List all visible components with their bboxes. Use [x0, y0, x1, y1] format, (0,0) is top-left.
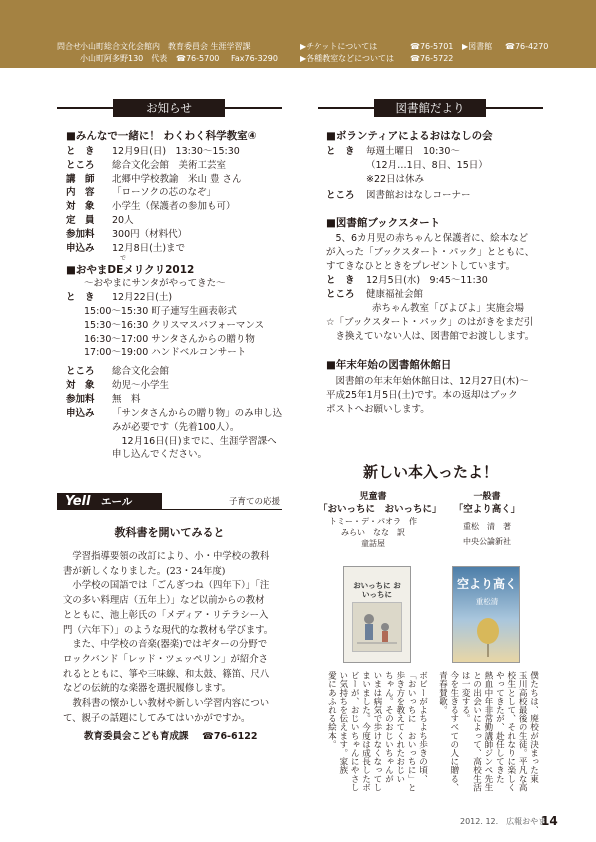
- yell-logo-sub: エール: [101, 496, 133, 508]
- children-book-cover: [343, 566, 411, 663]
- bookstart-date-label: と き: [326, 275, 355, 286]
- storytime-heading: ■ボランティアによるおはなしの会: [326, 130, 493, 142]
- general-review-column: 熱血中年非常勤講師ジンぺ先生: [482, 671, 493, 792]
- storytime-date-line: 毎週土曜日 10:30〜: [366, 146, 460, 157]
- bookstart-note-line: き換えていない人は、図書館でお渡しします。: [326, 331, 535, 342]
- holiday-heading: ■年末年始の図書館休館日: [326, 359, 452, 371]
- yell-footer-label: 教育委員会こども育成課: [84, 731, 189, 742]
- yell-article-line: 門（六年下）」のような現代的な教材も学びます。: [63, 624, 274, 636]
- contact-header: [0, 0, 596, 68]
- balloon-icon: [471, 617, 505, 657]
- children-review-column: 「おいっちに おいっちに」と: [406, 671, 417, 792]
- new-books-title: 新しい本入ったよ！: [362, 463, 498, 481]
- xmas-date-value: 12月22日(土): [112, 292, 173, 303]
- xmas-row-label: ところ: [66, 366, 95, 377]
- xmas-subheading: 〜おやまにサンタがやってきた〜: [84, 278, 226, 289]
- children-publisher: 童話屋: [361, 539, 385, 548]
- library-phone: ☎76-4270: [505, 42, 549, 51]
- children-review-column: 歩き方を教えてくれたおじい: [394, 671, 405, 783]
- general-book-title: 「空より高く」: [453, 504, 521, 515]
- bookstart-place-label: ところ: [326, 289, 355, 300]
- events-label: ▶各種教室などについては: [300, 54, 394, 63]
- xmas-row-label: 対 象: [66, 380, 95, 391]
- yell-logo-box: [57, 493, 162, 510]
- xmas-apply-line: みが必要です（先着100人）。: [112, 421, 240, 433]
- yell-article-line: て、親子の話題にしてみてはいかがですか。: [63, 712, 251, 724]
- xmas-schedule-item: 16:30〜17:00 サンタさんからの贈り物: [84, 333, 255, 345]
- contact-address: 小山町阿多野130 代表: [80, 54, 168, 63]
- yell-footer-phone: ☎76-6122: [202, 731, 258, 742]
- xmas-row-label: 参加料: [66, 394, 95, 405]
- science-row-label: ところ: [66, 159, 95, 171]
- xmas-apply-line: 「サンタさんからの贈り物」のみ申し込: [112, 408, 283, 419]
- contact-name: 小山町総合文化会館内 教育委員会 生涯学習課: [80, 42, 251, 51]
- general-review-column: やってきたが、赴任してきた: [494, 671, 505, 783]
- bookstart-date-value: 12月5日(水) 9:45〜11:30: [366, 275, 488, 286]
- ticket-label: ▶チケットについては: [300, 42, 378, 51]
- children-cover-title: おいっちに おいっちに: [353, 581, 401, 599]
- bookstart-heading: ■図書館ブックスタート: [326, 217, 441, 229]
- xmas-schedule-item: 15:30〜16:30 クリスマスパフォーマンス: [84, 319, 265, 331]
- children-review-column: ビーが、おじいちゃんにやさし: [349, 671, 360, 792]
- science-row-value: 小学生（保護者の参加も可）: [112, 201, 236, 213]
- bookstart-note-line: ☆「ブックスタート・パック」のはがきをまだ引: [326, 317, 534, 328]
- xmas-heading: ■おやまDEメリクリ2012: [66, 264, 195, 276]
- yell-article-line: 小学校の国語では「ごんぎつね（四年下）」「注: [63, 580, 270, 592]
- notice-title: お知らせ: [113, 99, 225, 117]
- children-review-column: 愛にあふれる絵本。: [326, 671, 337, 749]
- children-translator: みらい なな 訳: [341, 528, 405, 537]
- children-review-column: ちゃん。そのおじいちゃんが: [383, 671, 394, 783]
- page-number: 14: [541, 814, 558, 828]
- children-category: 児童書: [359, 492, 387, 502]
- science-row-value: 北郷中学校教諭 米山 豊 さん: [112, 173, 242, 185]
- bookstart-intro-line: すてきなひとときをプレゼントしています。: [326, 261, 516, 272]
- children-review-column: まいました。今度は成長したボ: [360, 671, 371, 792]
- storytime-date-line: （12月…1日、8日、15日）: [366, 160, 488, 171]
- issue-label: 2012. 12. 広報おやま: [460, 817, 547, 826]
- yell-tag: 子育ての応援: [228, 497, 280, 507]
- general-review-column: 今を生きるすべての人に贈る、: [448, 671, 459, 792]
- library-title: 図書館だより: [374, 99, 486, 117]
- general-author: 重松 清 著: [463, 522, 511, 531]
- yell-article-line: などの伝統的な楽器を選択履修します。: [63, 683, 232, 695]
- contact-label: 問合せ: [57, 42, 81, 51]
- general-publisher: 中央公論新社: [463, 537, 511, 546]
- yell-logo: Yell: [65, 494, 91, 509]
- xmas-date-label: と き: [66, 292, 95, 303]
- general-book-info: [432, 492, 542, 547]
- children-cover-illustration: [352, 602, 402, 652]
- bookstart-intro-line: 5、6カ月児の赤ちゃんと保護者に、絵本など: [326, 233, 529, 244]
- general-book-cover: [452, 566, 520, 663]
- contact-fax: Fax76-3290: [231, 54, 278, 63]
- storytime-date-line: ※22日は休み: [366, 174, 425, 185]
- general-review-column: との出会いによって、高校生活: [471, 671, 482, 792]
- general-cover-author: 重松清: [475, 597, 499, 606]
- xmas-apply-line: 申し込んでください。: [112, 449, 208, 461]
- science-row-label: 参加料: [66, 228, 95, 240]
- yell-article-line: また、中学校の音楽(器楽)ではギターの分野で: [63, 639, 268, 651]
- children-book-info: [318, 492, 442, 549]
- children-review-column: ボビーがよちよち歩きの頃、: [417, 671, 428, 783]
- general-cover-title: 空より高く: [456, 577, 517, 591]
- children-book-title: 「おいっちに おいっちに」: [318, 504, 442, 515]
- yell-article-line: 文の多い料理店（五年上）」など以前からの教材: [63, 595, 265, 607]
- ticket-phone: ☎76-5701: [410, 42, 454, 51]
- xmas-schedule-item: 15:00〜15:30 町子連写生画表彰式: [84, 306, 237, 317]
- holiday-line: ポストへお願いします。: [326, 404, 430, 415]
- general-review-column: は一変する。: [460, 671, 471, 723]
- yell-article-line: れるとともに、箏や三味線、和太鼓、篠笛、尺八: [63, 668, 270, 680]
- storytime-place-value: 図書館おはなしコーナー: [366, 190, 471, 201]
- general-review-column: 青春賛歌。: [437, 671, 448, 714]
- children-review-column: いまは病気で歩けなくなってし: [371, 671, 382, 792]
- yell-article-line: 学習指導要領の改訂により、小・中学校の教科: [63, 551, 270, 562]
- children-review-column: い気持ちを伝えます。家族: [337, 671, 348, 775]
- grandpa-and-boy-icon: [353, 603, 401, 651]
- science-row-label: 対 象: [66, 201, 95, 213]
- bookstart-place-line: 健康福祉会館: [366, 289, 424, 300]
- bookstart-place-line: 赤ちゃん教室「ぴよぴよ」実施会場: [372, 303, 525, 314]
- yell-article-line: 教科書の懐かしい教材や新しい学習内容につい: [63, 698, 270, 709]
- science-row-label: 定 員: [66, 215, 95, 226]
- science-row-value: 12月9日(日) 13:30〜15:30: [112, 146, 240, 157]
- library-title-bar: [318, 99, 543, 117]
- xmas-apply-line: 12月16日(日)までに、生涯学習課へ: [112, 435, 277, 447]
- xmas-schedule-item: 17:00〜19:00 ハンドベルコンサート: [84, 347, 247, 359]
- general-review-column: 校生として、それなりに楽しく: [505, 671, 516, 792]
- general-review-column: 僕たちは、廃校が決まった東: [528, 671, 539, 783]
- science-row-value: 総合文化会館 美術工芸室: [112, 159, 227, 171]
- bookstart-intro-line: が入った「ブックスタート・パック」とともに、: [326, 247, 535, 258]
- science-row-value: 12月8日(土)まで: [112, 242, 186, 254]
- xmas-ruby: で: [120, 255, 127, 262]
- xmas-row-value: 無 料: [112, 394, 141, 405]
- holiday-line: 平成25年1月5日(土)です。本の返却はブック: [326, 390, 518, 401]
- xmas-row-value: 総合文化会館: [112, 366, 170, 377]
- notice-title-bar: [57, 99, 282, 117]
- contact-phone: ☎76-5700: [176, 54, 220, 63]
- holiday-line: 図書館の年末年始休館日は、12月27日(木)〜: [326, 376, 529, 387]
- science-row-label: 講 師: [66, 173, 95, 185]
- yell-article-line: 書が新しくなりました。(23・24年度): [63, 565, 226, 577]
- science-row-value: 20人: [112, 215, 134, 226]
- science-row-value: 「ローソクの芯のなぞ」: [112, 187, 217, 199]
- events-phone: ☎76-5722: [410, 54, 454, 63]
- science-row-value: 300円（材料代）: [112, 228, 188, 240]
- yell-bar: [57, 493, 282, 510]
- yell-article-line: ロックバンド「レッド・ツェッペリン」が紹介さ: [63, 653, 269, 665]
- science-heading: ■みんなで一緒に！ わくわく科学教室④: [66, 130, 257, 142]
- science-row-label: 内 容: [66, 187, 95, 199]
- library-label: ▶図書館: [462, 42, 493, 51]
- children-author: トミー・デ・パオラ 作: [329, 517, 417, 526]
- yell-article-line: とともに、池上彰氏の「メディア・リテラシー入: [63, 609, 269, 621]
- science-row-label: と き: [66, 146, 95, 157]
- yell-title: 教科書を開いてみると: [114, 526, 225, 539]
- xmas-row-value: 幼児〜小学生: [112, 380, 170, 391]
- storytime-place-label: ところ: [326, 190, 355, 201]
- general-review-column: 玉川高校最後の生徒。平凡な高: [517, 671, 528, 792]
- science-row-label: 申込み: [66, 242, 95, 254]
- storytime-date-label: と き: [326, 146, 355, 157]
- general-category: 一般書: [473, 492, 501, 502]
- xmas-apply-label: 申込み: [66, 408, 95, 419]
